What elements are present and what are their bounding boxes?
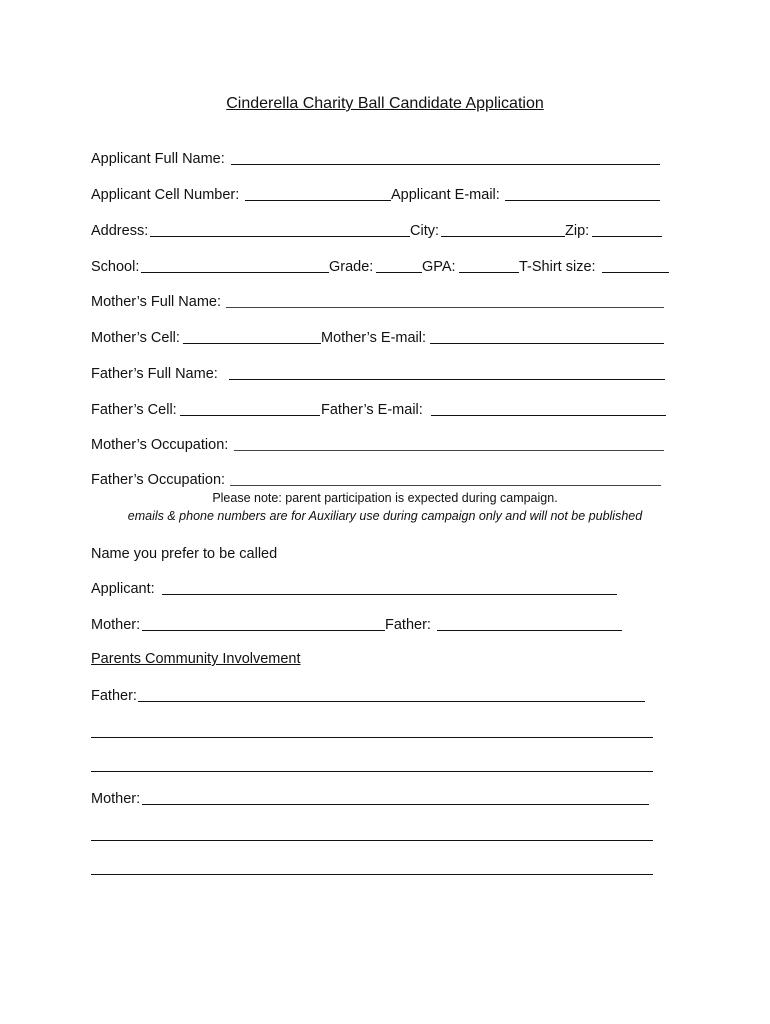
father-full-name-field[interactable] — [229, 364, 665, 380]
father-email-field[interactable] — [431, 400, 666, 416]
grade-label: Grade: — [329, 259, 374, 275]
father-cell-label: Father’s Cell: — [91, 402, 177, 418]
participation-note: Please note: parent participation is expected during campaign. — [212, 491, 558, 505]
applicant-full-name-label: Applicant Full Name: — [91, 151, 225, 167]
mother-email-field[interactable] — [430, 328, 664, 344]
involvement-mother-line-3[interactable] — [91, 874, 653, 875]
applicant-cell-field[interactable] — [245, 185, 391, 201]
involvement-mother-field[interactable] — [142, 789, 649, 805]
community-involvement-heading: Parents Community Involvement — [91, 651, 301, 667]
school-field[interactable] — [141, 257, 329, 273]
privacy-note: emails & phone numbers are for Auxiliary use during campaign only and will not be published — [127, 509, 643, 523]
preferred-name-heading: Name you prefer to be called — [91, 546, 278, 562]
form-title: Cinderella Charity Ball Candidate Application — [226, 95, 544, 112]
involvement-mother-label: Mother: — [91, 791, 141, 807]
involvement-father-line-3[interactable] — [91, 771, 653, 772]
father-email-label: Father’s E-mail: — [321, 402, 423, 418]
mother-occupation-field[interactable] — [234, 435, 664, 451]
zip-field[interactable] — [592, 221, 662, 237]
involvement-mother-line-2[interactable] — [91, 840, 653, 841]
gpa-field[interactable] — [459, 257, 519, 273]
address-field[interactable] — [150, 221, 410, 237]
gpa-label: GPA: — [422, 259, 456, 275]
applicant-cell-label: Applicant Cell Number: — [91, 187, 240, 203]
involvement-father-line-2[interactable] — [91, 737, 653, 738]
preferred-father-field[interactable] — [437, 615, 622, 631]
mother-cell-field[interactable] — [183, 328, 321, 344]
preferred-father-label: Father: — [385, 617, 431, 633]
involvement-father-label: Father: — [91, 688, 137, 704]
father-full-name-label: Father’s Full Name: — [91, 366, 218, 382]
mother-full-name-field[interactable] — [226, 292, 664, 308]
mother-email-label: Mother’s E-mail: — [321, 330, 427, 346]
involvement-father-field[interactable] — [138, 686, 645, 702]
city-field[interactable] — [441, 221, 565, 237]
mother-occupation-label: Mother’s Occupation: — [91, 437, 229, 453]
mother-cell-label: Mother’s Cell: — [91, 330, 180, 346]
applicant-email-label: Applicant E-mail: — [391, 187, 500, 203]
tshirt-label: T-Shirt size: — [519, 259, 596, 275]
preferred-mother-label: Mother: — [91, 617, 141, 633]
father-occupation-label: Father’s Occupation: — [91, 472, 226, 488]
city-label: City: — [410, 223, 439, 239]
address-label: Address: — [91, 223, 149, 239]
applicant-full-name-field[interactable] — [231, 149, 660, 165]
father-cell-field[interactable] — [180, 400, 320, 416]
preferred-applicant-field[interactable] — [162, 579, 617, 595]
school-label: School: — [91, 259, 140, 275]
preferred-mother-field[interactable] — [142, 615, 385, 631]
tshirt-field[interactable] — [602, 257, 669, 273]
zip-label: Zip: — [565, 223, 590, 239]
mother-full-name-label: Mother’s Full Name: — [91, 294, 222, 310]
preferred-applicant-label: Applicant: — [91, 581, 155, 597]
applicant-email-field[interactable] — [505, 185, 660, 201]
grade-field[interactable] — [376, 257, 422, 273]
father-occupation-field[interactable] — [230, 470, 661, 486]
